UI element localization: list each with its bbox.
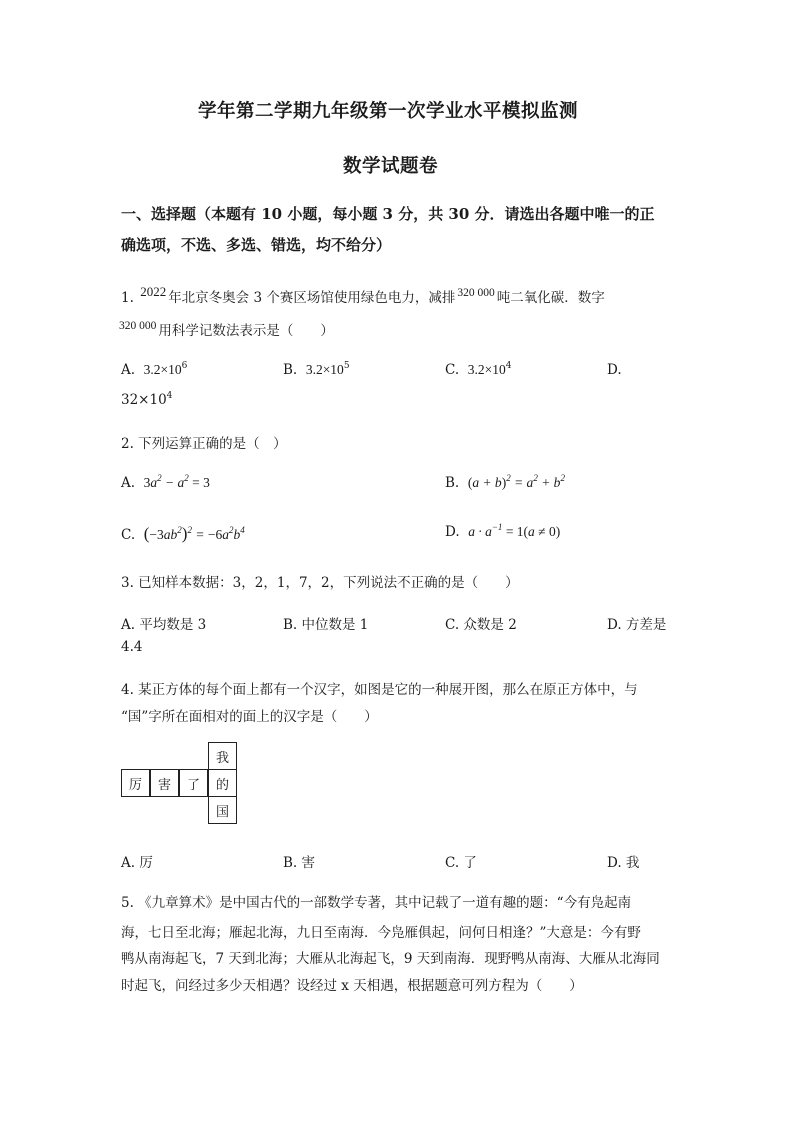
option-label: D. [607, 362, 622, 378]
question-1-year: 2022 [140, 284, 167, 299]
question-5-line2: 海，七日至北海；雁起北海，九日至南海．今凫雁俱起，问何日相逢？”大意是：今有野 [121, 925, 641, 941]
option-base: 3.2×10 [467, 362, 506, 377]
option-label: A. [121, 362, 136, 378]
question-1-line2 [119, 319, 334, 339]
question-1-number1: 320 000 [457, 287, 495, 299]
option-label: C. [121, 527, 136, 543]
question-1-option-b[interactable] [283, 362, 350, 378]
cube-net-cell: 我 [208, 742, 237, 770]
question-1-text2: 吨二氧化碳．数字 [496, 290, 605, 306]
option-exponent: 6 [181, 361, 188, 371]
question-2-text: 2. 下列运算正确的是（ ） [121, 436, 287, 452]
question-1-text1: 年北京冬奥会 3 个赛区场馆使用绿色电力，减排 [168, 290, 456, 306]
option-exponent: 4 [505, 361, 512, 371]
math-expression: $(a + b)^2 = a^2 + b^2$ [467, 473, 565, 490]
question-2-option-b[interactable] [445, 475, 565, 491]
option-label: B. [283, 362, 298, 378]
question-1-option-d-value [121, 392, 172, 408]
question-5-line3: 鸭从南海起飞，7 天到北海；大雁从北海起飞，9 天到南海．现野鸭从南海、大雁从北海同 [121, 951, 660, 967]
option-base: 3.2×10 [305, 362, 344, 377]
option-label: C. [445, 362, 460, 378]
question-3-option-d[interactable]: D. 方差是 [607, 617, 667, 633]
cube-net-cell: 了 [179, 769, 208, 797]
question-1-option-c[interactable] [445, 362, 511, 378]
cube-net-cell: 厉 [121, 769, 150, 797]
math-expression: $3a^2 - a^2 = 3$ [143, 473, 210, 490]
question-1-option-d-label[interactable] [607, 362, 622, 378]
cube-net-cell: 害 [150, 769, 179, 797]
section-header-line1: 一、选择题（本题有 10 小题，每小题 3 分，共 30 分．请选出各题中唯一的正 [121, 205, 655, 223]
question-3-option-c[interactable]: C. 众数是 2 [445, 617, 517, 633]
question-4-option-c[interactable]: C. 了 [445, 855, 477, 871]
question-4-option-a[interactable]: A. 厉 [121, 855, 153, 871]
question-4-line2: “国”字所在面相对的面上的汉字是（ ） [121, 709, 378, 725]
question-5-line1: 5. 《九章算术》是中国古代的一部数学专著，其中记载了一道有趣的题：“今有凫起南 [121, 895, 632, 911]
question-1-text3: 用科学记数法表示是（ ） [158, 323, 334, 339]
option-label: B. [445, 475, 460, 491]
option-label: A. [121, 475, 136, 491]
exam-title: 学年第二学期九年级第一次学业水平模拟监测 [198, 101, 579, 122]
math-expression: $a \cdot a^{-1} = 1(a \ne 0)$ [468, 522, 561, 539]
question-3-option-a[interactable]: A. 平均数是 3 [121, 617, 207, 633]
math-expression: $(-3ab^2)^2 = -6a^2b^4$ [143, 524, 245, 543]
question-2-option-c[interactable] [121, 524, 245, 544]
option-exponent: 5 [343, 361, 350, 371]
question-3-option-d-continued: 4.4 [121, 639, 143, 655]
question-3-option-b[interactable]: B. 中位数是 1 [283, 617, 369, 633]
question-5-line4: 时起飞，问经过多少天相遇？设经过 x 天相遇，根据题意可列方程为（ ） [121, 978, 583, 994]
cube-net-cell: 的 [208, 769, 237, 797]
question-2-option-a[interactable] [121, 475, 210, 491]
question-4-option-b[interactable]: B. 害 [283, 855, 316, 871]
question-1-line1 [121, 286, 605, 306]
question-2-option-d[interactable] [445, 524, 560, 540]
question-1-option-a[interactable] [121, 362, 187, 378]
cube-net-cell: 国 [208, 796, 237, 824]
question-3-text: 3. 已知样本数据：3，2，1，7，2，下列说法不正确的是（ ） [121, 575, 519, 591]
question-4-line1: 4. 某正方体的每个面上都有一个汉字，如图是它的一种展开图，那么在原正方体中，与 [121, 682, 638, 698]
option-base: 32×10 [121, 392, 167, 408]
question-4-option-d[interactable]: D. 我 [607, 855, 640, 871]
option-label: D. [445, 524, 460, 540]
exam-subtitle: 数学试题卷 [343, 156, 439, 177]
option-base: 3.2×10 [143, 362, 182, 377]
question-1-number: 1. [121, 290, 134, 306]
question-1-number2: 320 000 [119, 320, 157, 332]
section-header-line2: 确选项，不选、多选、错选，均不给分） [121, 236, 392, 254]
option-exponent: 4 [166, 391, 173, 401]
